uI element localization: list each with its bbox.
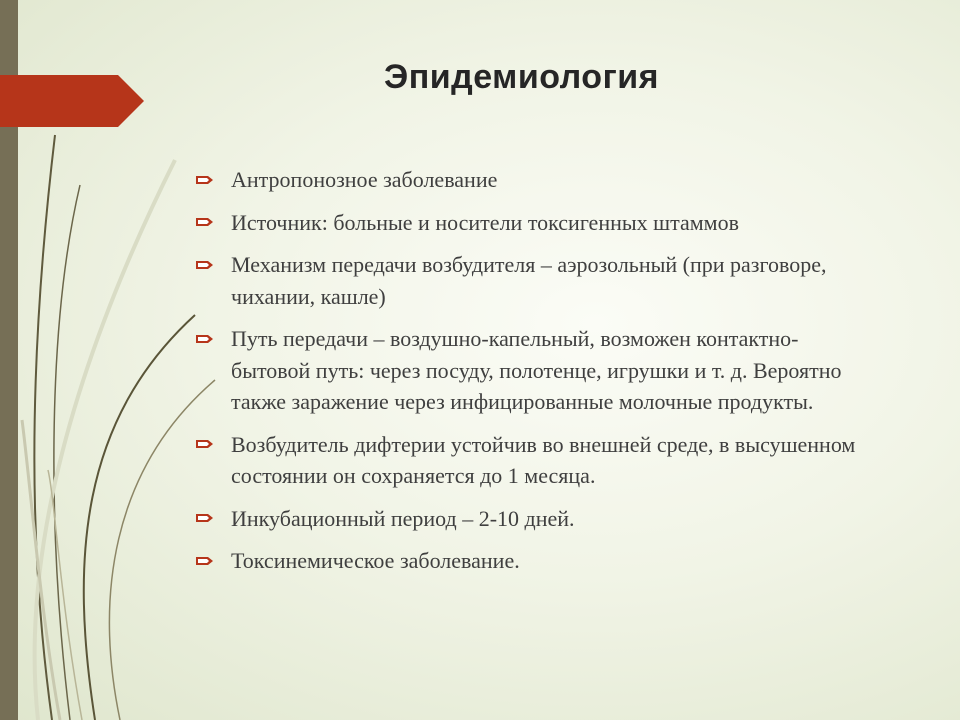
bullet-list [196,164,876,588]
bullet-item-4 [196,323,876,418]
bullet-item-3 [196,249,876,312]
bullet-item-1 [196,164,876,196]
arrow-bullet-icon [196,545,231,576]
bullet-item-2 [196,207,876,239]
arrow-bullet-icon [196,429,231,460]
slide-title: Эпидемиология [384,58,659,96]
bullet-text: Источник: больные и носители токсигенных штаммов [231,209,739,235]
arrow-bullet-icon [196,503,231,534]
title-accent-flag [0,75,144,127]
bullet-text: Механизм передачи возбудителя – аэрозольный (при разговоре, чихании, кашле) [231,252,827,309]
bullet-item-5 [196,429,876,492]
arrow-bullet-icon [196,164,231,195]
bullet-text: Инкубационный период – 2-10 дней. [231,505,575,531]
bullet-item-7 [196,545,876,577]
bullet-text: Возбудитель дифтерии устойчив во внешней среде, в высушенном состоянии он сохраняется до 1 месяца. [231,431,856,488]
arrow-bullet-icon [196,323,231,354]
arrow-bullet-icon [196,207,231,238]
bullet-text: Токсинемическое заболевание. [231,548,520,573]
bullet-text: Путь передачи – воздушно-капельный, возможен контактно-бытовой путь: через посуду, полотенце, игрушки и т. д. Вероятно также заражение через инфицированные молочные продукты. [231,326,842,414]
arrow-bullet-icon [196,249,231,280]
bullet-text: Антропонозное заболевание [231,167,498,192]
bullet-item-6 [196,503,876,535]
